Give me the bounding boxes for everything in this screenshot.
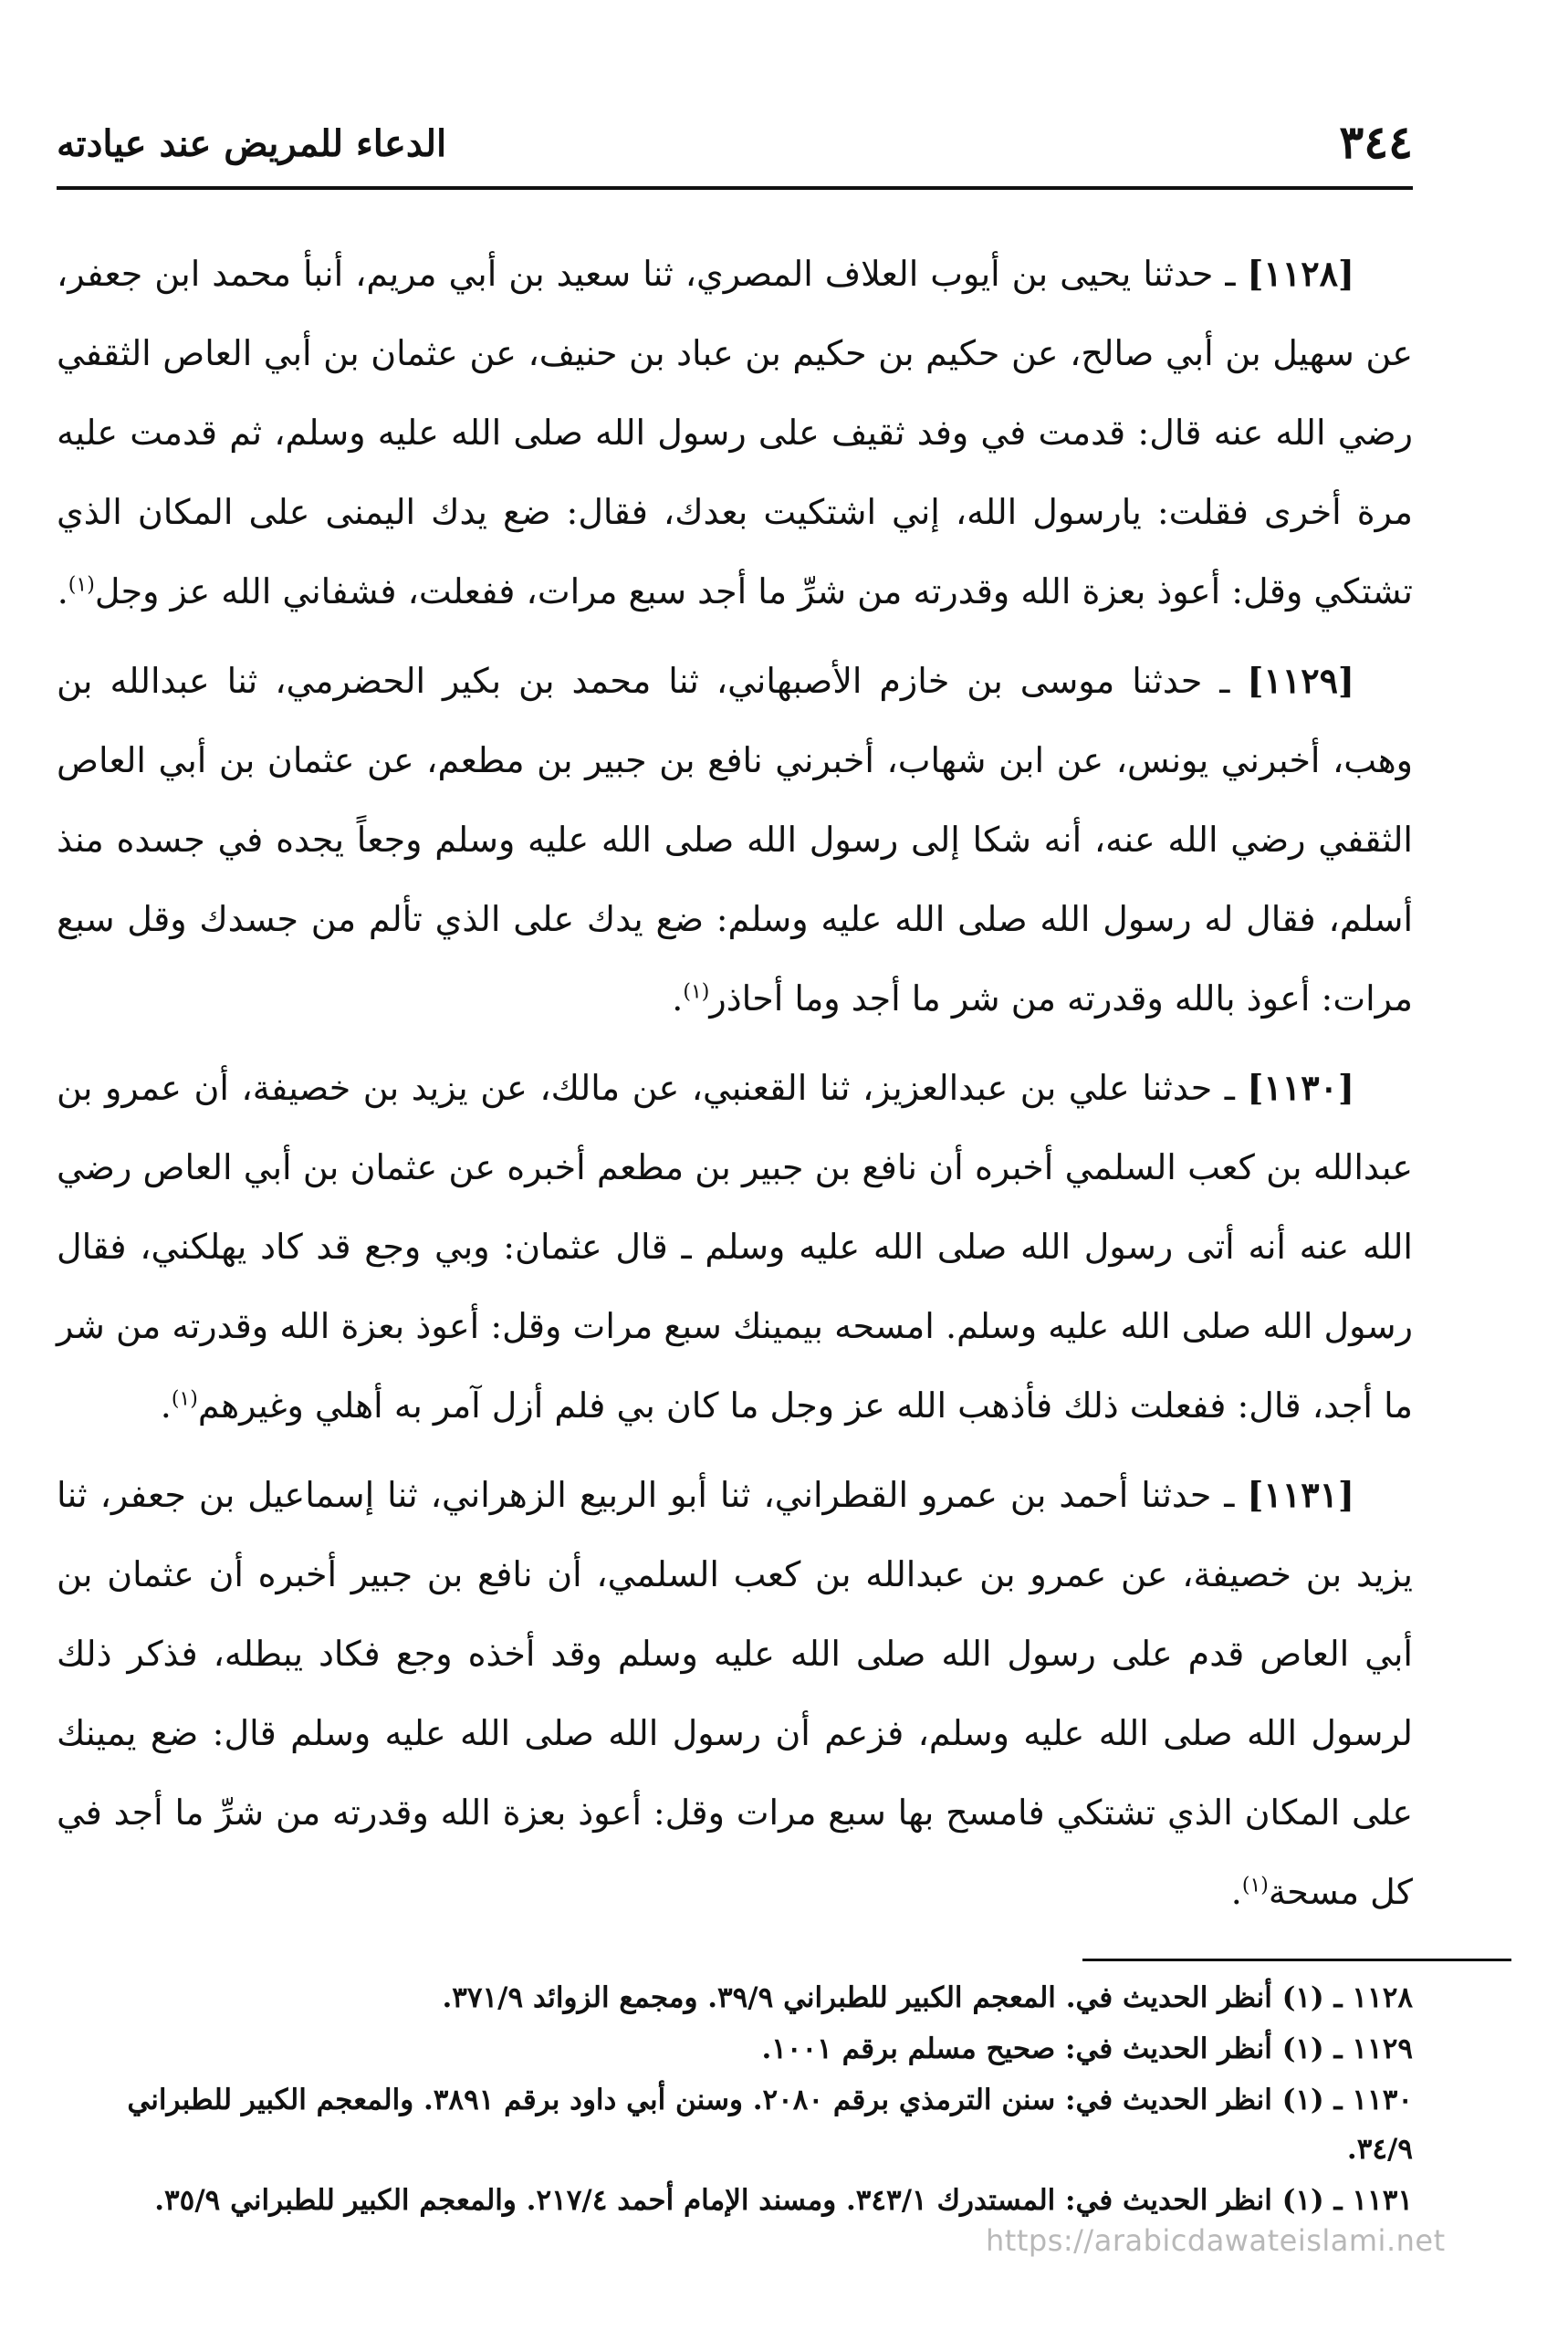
footnote-marker: (١) <box>683 980 710 1004</box>
hadith-end: . <box>57 571 68 611</box>
hadith-end: . <box>672 978 684 1019</box>
footnote <box>57 2176 1413 2225</box>
hadith-paragraph <box>57 641 1413 1039</box>
footnotes <box>57 1973 1413 2227</box>
footnote-ref: ١١٢٩ ـ (١) <box>1281 2032 1413 2065</box>
footnote-text: انظر الحديث في: سنن الترمذي برقم ٢٠٨٠. وسنن أبي داود برقم ٣٨٩١. والمعجم الكبير للطبراني ٣٤/٩. <box>127 2084 1413 2166</box>
hadith-end: . <box>160 1385 172 1426</box>
footnote-ref: ١١٣١ ـ (١) <box>1281 2184 1413 2217</box>
hadith-paragraph <box>57 1455 1413 1932</box>
running-title: الدعاء للمريض عند عيادته <box>57 122 447 165</box>
footnote <box>57 2075 1413 2174</box>
hadith-number: [١١٣٠] <box>1247 1067 1354 1108</box>
footnote <box>57 2024 1413 2074</box>
main-text <box>57 234 1413 1941</box>
hadith-number: [١١٣١] <box>1247 1474 1354 1515</box>
page-header <box>57 108 1413 190</box>
watermark: https://arabicdawateislami.net <box>986 2223 1446 2258</box>
footnote-marker: (١) <box>171 1387 198 1411</box>
footnote <box>57 1973 1413 2022</box>
footnote-ref: ١١٢٨ ـ (١) <box>1281 1981 1413 2014</box>
hadith-text: ـ حدثنا يحيى بن أيوب العلاف المصري، ثنا سعيد بن أبي مريم، أنبأ محمد ابن جعفر، عن سهيل بن أبي صالح، عن حكيم بن حكيم بن عباد بن حنيف، عن عثمان بن أبي العاص الثقفي رضي الله عنه قال: قدمت في وفد ثقيف على رسول الله صلى الله عليه وسلم، ثم قدمت عليه مرة أخرى فقلت: يارسول الله، إني اشتكيت بعدك، فقال: ضع يدك اليمنى على المكان الذي تشتكي وقل: أعوذ بعزة الله وقدرته من شرِّ ما أجد سبع مرات، ففعلت، فشفاني الله عز وجل <box>57 254 1413 611</box>
footnote-marker: (١) <box>68 573 95 597</box>
footnote-text: انظر الحديث في: المستدرك ٣٤٣/١. ومسند الإمام أحمد ٢١٧/٤. والمعجم الكبير للطبراني ٣٥/٩. <box>154 2184 1282 2217</box>
footnote-text: أنظر الحديث في. المعجم الكبير للطبراني ٣٩/٩. ومجمع الزوائد ٣٧١/٩. <box>442 1981 1282 2014</box>
hadith-text: ـ حدثنا أحمد بن عمرو القطراني، ثنا أبو الربيع الزهراني، ثنا إسماعيل بن جعفر، ثنا يزيد بن خصيفة، عن عمرو بن عبدالله بن كعب السلمي، أن نافع بن جبير أخبره أن عثمان بن أبي العاص قدم على رسول الله صلى الله عليه وسلم وقد أخذه وجع فكاد يبطله، فذكر ذلك لرسول الله صلى الله عليه وسلم، فزعم أن رسول الله صلى الله عليه وسلم قال: ضع يمينك على المكان الذي تشتكي فامسح بها سبع مرات وقل: أعوذ بعزة الله وقدرته من شرِّ ما أجد في كل مسحة <box>57 1475 1413 1912</box>
page-number: ٣٤٤ <box>1339 115 1413 169</box>
footnote-divider <box>1082 1959 1511 1961</box>
footnote-marker: (١) <box>1241 1874 1269 1897</box>
footnote-ref: ١١٣٠ ـ (١) <box>1281 2084 1413 2116</box>
hadith-text: ـ حدثنا موسى بن خازم الأصبهاني، ثنا محمد بن بكير الحضرمي، ثنا عبدالله بن وهب، أخبرني يونس، عن ابن شهاب، أخبرني نافع بن جبير بن مطعم، عن عثمان بن أبي العاص الثقفي رضي الله عنه، أنه شكا إلى رسول الله صلى الله عليه وسلم وجعاً يجده في جسده منذ أسلم، فقال له رسول الله صلى الله عليه وسلم: ضع يدك على الذي تألم من جسدك وقل سبع مرات: أعوذ بالله وقدرته من شر ما أجد وما أحاذر <box>57 661 1413 1019</box>
footnote-text: أنظر الحديث في: صحيح مسلم برقم ١٠٠١. <box>761 2032 1282 2065</box>
hadith-number: [١١٢٨] <box>1247 253 1354 294</box>
hadith-paragraph <box>57 1048 1413 1446</box>
hadith-paragraph <box>57 234 1413 632</box>
hadith-text: ـ حدثنا علي بن عبدالعزيز، ثنا القعنبي، عن مالك، عن يزيد بن خصيفة، أن عمرو بن عبدالله بن كعب السلمي أخبره أن نافع بن جبير بن مطعم أخبره عن عثمان بن أبي العاص رضي الله عنه أنه أتى رسول الله صلى الله عليه وسلم ـ قال عثمان: وبي وجع قد كاد يهلكني، فقال رسول الله صلى الله عليه وسلم. امسحه بيمينك سبع مرات وقل: أعوذ بعزة الله وقدرته من شر ما أجد، قال: ففعلت ذلك فأذهب الله عز وجل ما كان بي فلم أزل آمر به أهلي وغيرهم <box>57 1068 1413 1426</box>
hadith-number: [١١٢٩] <box>1247 660 1354 701</box>
hadith-end: . <box>1230 1872 1242 1912</box>
